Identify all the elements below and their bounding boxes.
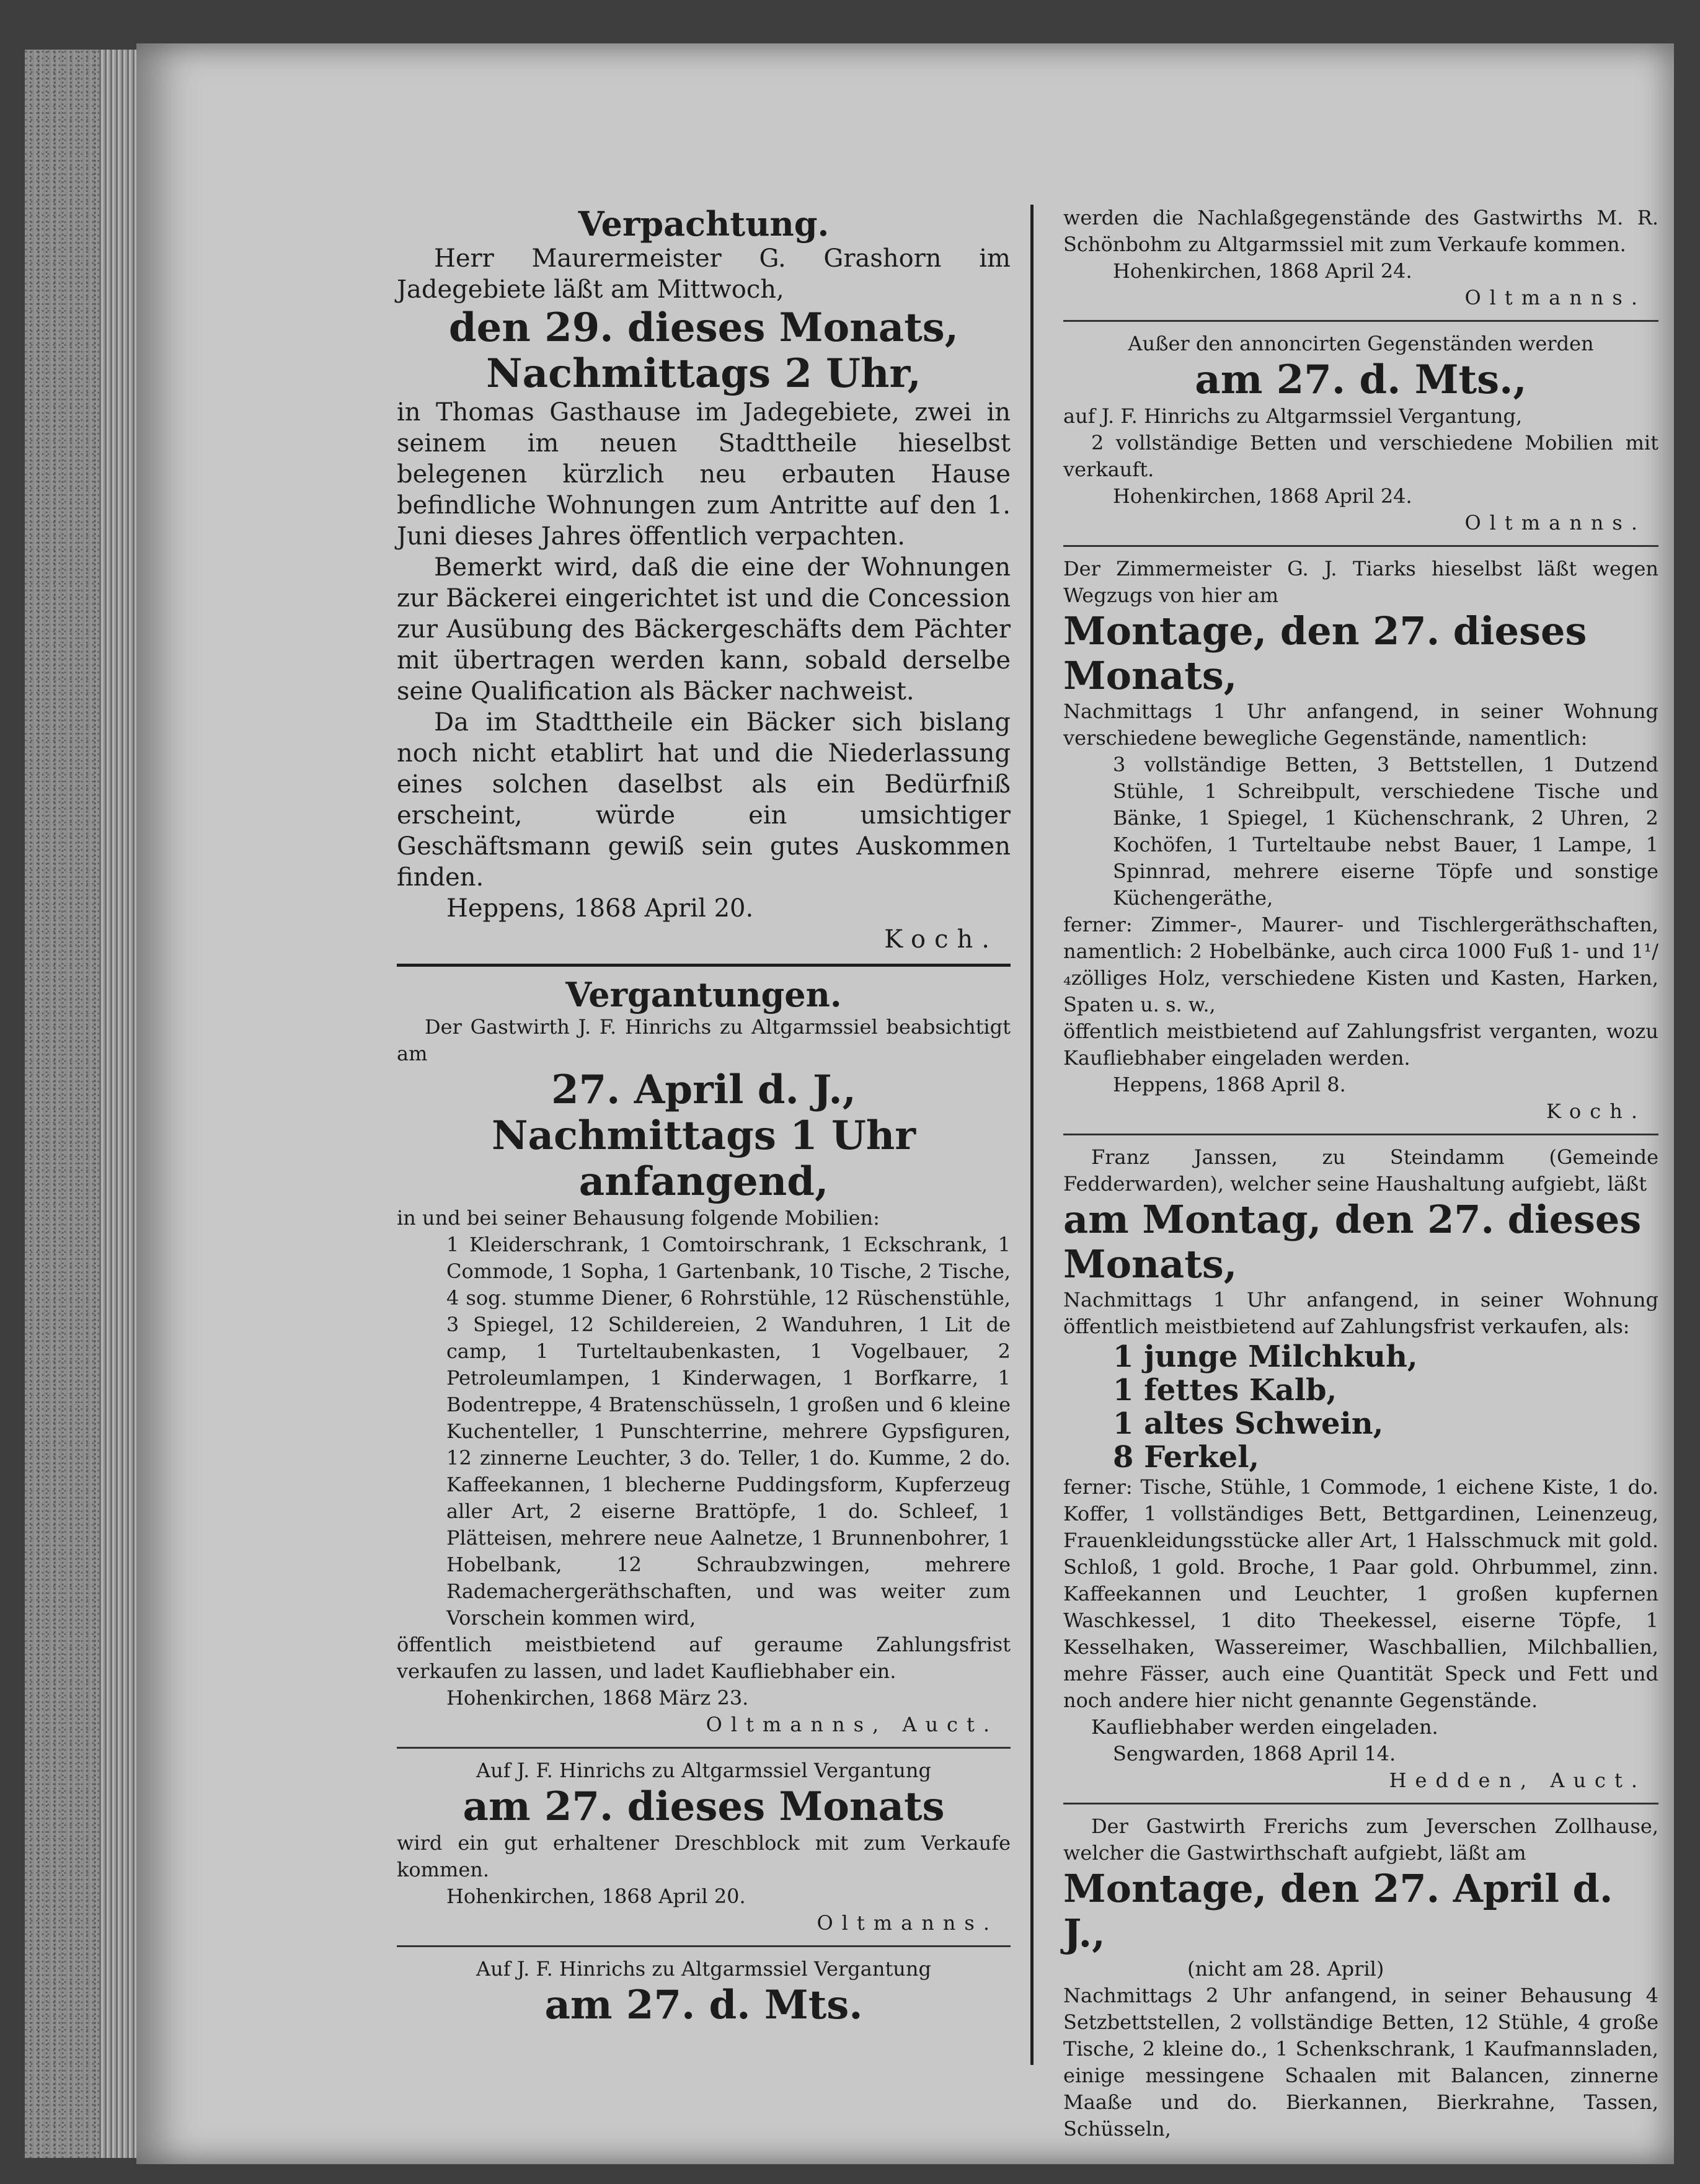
vergantungen-place-date: Hohenkirchen, 1868 März 23. (446, 1686, 749, 1710)
r-ad2-intro: Außer den annoncirten Gegenständen werden (1128, 332, 1594, 355)
vergantungen-lead: in und bei seiner Behausung folgende Mobilien: (397, 1206, 880, 1230)
r-ad1-text: werden die Nachlaßgegenstände des Gastwirths M. R. Schönbohm zu Altgarmssiel mit zum Verkaufe kommen. (1063, 206, 1658, 256)
r-ad2-text-1: auf J. F. Hinrichs zu Altgarmssiel Vergantung, (1063, 404, 1523, 428)
r-ad3-ferner: ferner: Zimmer-, Maurer- und Tischlergeräthschaften, namentlich: 2 Hobelbänke, auch circa 1000 Fuß 1- und 1¹/₄zölliges Holz, verschiedene Kisten und Kasten, Harken, Spaten u. s. w., (1063, 913, 1658, 1016)
ad3-text: wird ein gut erhaltener Dreschblock mit zum Verkaufe kommen. (397, 1831, 1011, 1881)
ad-rule (1063, 320, 1658, 322)
r-ad4-text: Nachmittags 1 Uhr anfangend, in seiner Wohnung öffentlich meistbietend auf Zahlungsfrist verkaufen, als: (1063, 1288, 1658, 1338)
ad-rule (1063, 1134, 1658, 1135)
vergantungen-intro: Der Gastwirth J. F. Hinrichs zu Altgarmssiel beabsichtigt am (397, 1015, 1011, 1065)
vergantungen-title: Vergantungen. (565, 975, 842, 1014)
ad3-intro: Auf J. F. Hinrichs zu Altgarmssiel Vergantung (476, 1759, 931, 1782)
r-ad3-place-date: Heppens, 1868 April 8. (1113, 1073, 1346, 1096)
r-ad3-text: Nachmittags 1 Uhr anfangend, in seiner Wohnung verschiedene bewegliche Gegenstände, namentlich: (1063, 699, 1658, 750)
r-ad5-note: (nicht am 28. April) (1187, 1957, 1384, 1981)
r-ad3-date: Montage, den 27. dieses Monats, (1063, 608, 1587, 698)
newspaper-page (136, 43, 1674, 2164)
vergantungen-end: öffentlich meistbietend auf geraume Zahlungsfrist verkaufen zu lassen, und ladet Kaufliebhaber ein. (397, 1633, 1011, 1683)
r-ad3-signature: Koch. (1546, 1099, 1646, 1123)
ad-rule (397, 1945, 1011, 1947)
verpachtung-signature: Koch. (884, 925, 998, 954)
book-edge-speckle (25, 50, 99, 2158)
r-ad4-ferner: ferner: Tische, Stühle, 1 Commode, 1 eichene Kiste, 1 do. Koffer, 1 vollständiges Bett, Bettgardinen, Leinenzeug, Frauenkleidungsstücke aller Art, 1 Halsschmuck mit gold. Schloß, 1 gold. Broche, 1 Paar gold. Ohrbummel, zinn. Kaffeekannen und Leuchter, 1 großen kupfernen Waschkessel, 1 dito Theekessel, eiserne Töpfe, 1 Kesselhaken, Wassereimer, Waschballien, Milchballien, mehre Fässer, auch eine Quantität Speck und Fett und noch andere hier nicht genannte Gegenstände. (1063, 1475, 1658, 1712)
ad4-intro: Auf J. F. Hinrichs zu Altgarmssiel Vergantung (476, 1957, 931, 1981)
r-ad4-intro: Franz Janssen, zu Steindamm (Gemeinde Fedderwarden), welcher seine Haushaltung aufgiebt, läßt (1063, 1145, 1658, 1196)
r-ad4-item-4: 8 Ferkel, (1113, 1440, 1260, 1475)
column-divider (1030, 205, 1034, 2065)
verpachtung-date: den 29. dieses Monats, (448, 304, 959, 351)
verpachtung-paragraph-3: Da im Stadttheile ein Bäcker sich bislang noch nicht etablirt hat und die Niederlassung eines solchen daselbst als ein Bedürfniß erscheint, würde ein umsichtiger Geschäftsmann gewiß sein gutes Auskommen finden. (397, 708, 1011, 892)
r-ad3-intro: Der Zimmermeister G. J. Tiarks hieselbst läßt wegen Wegzugs von hier am (1063, 557, 1658, 607)
r-ad4-item-1: 1 junge Milchkuh, (1113, 1339, 1418, 1374)
verpachtung-title: Verpachtung. (578, 204, 830, 244)
ad-rule (397, 1747, 1011, 1749)
section-rule (397, 964, 1011, 967)
ad4-date: am 27. d. Mts. (544, 1982, 863, 2028)
r-ad1-place-date: Hohenkirchen, 1868 April 24. (1113, 259, 1412, 283)
r-ad5-date: Montage, den 27. April d. J., (1063, 1866, 1613, 1956)
r-ad2-date: am 27. d. Mts., (1195, 357, 1527, 403)
ad3-place-date: Hohenkirchen, 1868 April 20. (446, 1884, 746, 1908)
r-ad4-date: am Montag, den 27. dieses Monats, (1063, 1197, 1642, 1287)
r-ad3-items: 3 vollständige Betten, 3 Bettstellen, 1 Dutzend Stühle, 1 Schreibpult, verschiedene Tische und Bänke, 1 Spiegel, 1 Küchenschrank, 2 Uhren, 2 Kochöfen, 1 Turteltaube nebst Bauer, 1 Lampe, 1 Spinnrad, mehrere eiserne Töpfe und sonstige Küchengeräthe, (1113, 753, 1658, 910)
verpachtung-paragraph-2: Bemerkt wird, daß die eine der Wohnungen zur Bäckerei eingerichtet ist und die Concession zur Ausübung des Bäckergeschäfts dem Pächter mit übertragen werden kann, sobald derselbe seine Qualification als Bäcker nachweist. (397, 553, 1011, 706)
r-ad5-intro: Der Gastwirth Frerichs zum Jeverschen Zollhause, welcher die Gastwirthschaft aufgiebt, läßt am (1063, 1814, 1658, 1865)
r-ad5-text: Nachmittags 2 Uhr anfangend, in seiner Behausung 4 Setzbettstellen, 2 vollständige Betten, 12 Stühle, 4 große Tische, 2 kleine do., 1 Schenkschrank, 1 Kaufmannsladen, einige messingene Schaalen mit Balancen, zinnerne Maaße und do. Bierkannen, Bierkrahne, Tassen, Schüsseln, (1063, 1984, 1658, 2141)
vergantungen-items: 1 Kleiderschrank, 1 Comtoirschrank, 1 Eckschrank, 1 Commode, 1 Sopha, 1 Gartenbank, 10 Tische, 2 Tische, 4 sog. stumme Diener, 6 Rohrstühle, 12 Rüschenstühle, 3 Spiegel, 12 Schildereien, 2 Wanduhren, 1 Lit de camp, 1 Turteltaubenkasten, 1 Vogelbauer, 2 Petroleumlampen, 1 Kinderwagen, 1 Borfkarre, 1 Bodentreppe, 4 Bratenschüsseln, 1 großen und 6 kleine Kuchenteller, 1 Punschterrine, mehrere Gypsfiguren, 12 zinnerne Leuchter, 3 do. Teller, 1 do. Kumme, 2 do. Kaffeekannen, 1 blecherne Puddingsform, Kupferzeug aller Art, 2 eiserne Brattöpfe, 1 do. Schleef, 1 Plätteisen, mehrere neue Aalnetze, 1 Brunnenbohrer, 1 Hobelbank, 12 Schraubzwingen, mehrere Rademachergeräthschaften, und was weiter zum Vorschein kommen wird, (446, 1233, 1011, 1630)
ad3-signature: Oltmanns. (817, 1911, 998, 1935)
vergantungen-date: 27. April d. J., (551, 1067, 856, 1113)
r-ad2-place-date: Hohenkirchen, 1868 April 24. (1113, 484, 1412, 508)
r-ad4-item-3: 1 altes Schwein, (1113, 1406, 1384, 1441)
ad-rule (1063, 545, 1658, 547)
vergantungen-time: Nachmittags 1 Uhr anfangend, (491, 1112, 916, 1205)
ad3-date: am 27. dieses Monats (463, 1783, 945, 1830)
left-column (397, 205, 1011, 2028)
verpachtung-intro: Herr Maurermeister G. Grashorn im Jadegebiete läßt am Mittwoch, (397, 244, 1011, 304)
r-ad2-text-2: 2 vollständige Betten und verschiedene Mobilien mit verkauft. (1063, 431, 1658, 481)
r-ad4-place-date: Sengwarden, 1868 April 14. (1113, 1742, 1396, 1765)
r-ad4-end: Kaufliebhaber werden eingeladen. (1091, 1715, 1438, 1739)
vergantungen-signature: Oltmanns, Auct. (706, 1713, 998, 1736)
r-ad3-end: öffentlich meistbietend auf Zahlungsfrist verganten, wozu Kaufliebhaber eingeladen werden. (1063, 1019, 1658, 1070)
r-ad1-signature: Oltmanns. (1464, 286, 1646, 309)
r-ad2-signature: Oltmanns. (1464, 511, 1646, 535)
r-ad4-signature: Hedden, Auct. (1389, 1769, 1646, 1792)
r-ad4-item-2: 1 fettes Kalb, (1113, 1373, 1337, 1408)
verpachtung-text: in Thomas Gasthause im Jadegebiete, zwei in seinem im neuen Stadttheile hieselbst belegenen kürzlich neu erbauten Hause befindliche Wohnungen zum Antritte auf den 1. Juni dieses Jahres öffentlich verpachten. (397, 398, 1011, 551)
verpachtung-time: Nachmittags 2 Uhr, (486, 350, 921, 397)
ad-rule (1063, 1803, 1658, 1804)
right-column (1063, 205, 1658, 2142)
verpachtung-place-date: Heppens, 1868 April 20. (446, 894, 754, 923)
